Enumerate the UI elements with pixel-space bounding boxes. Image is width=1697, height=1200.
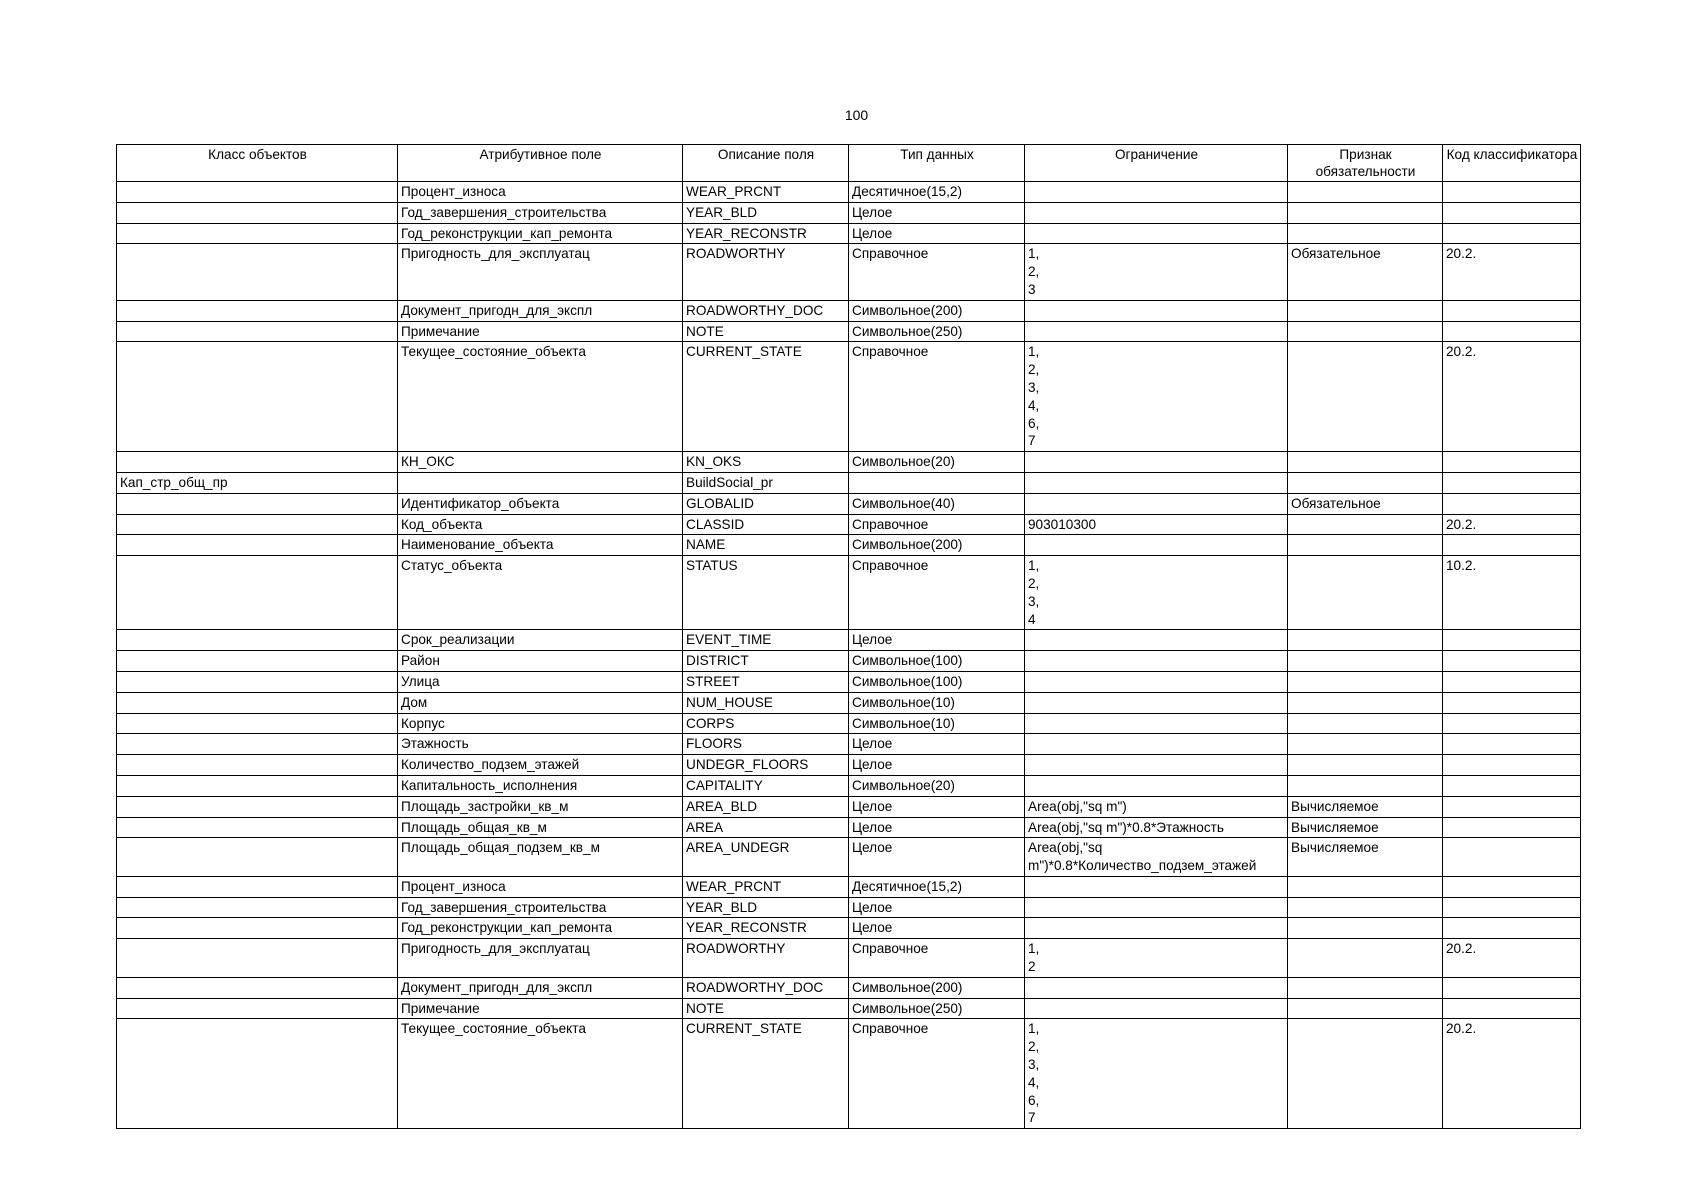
cell-attribute-field: Примечание (398, 321, 683, 342)
cell-mandatory-flag (1288, 202, 1443, 223)
cell-attribute-field: Район (398, 651, 683, 672)
cell-restriction: 1, 2, 3, 4 (1025, 556, 1288, 630)
cell-data-type: Целое (849, 796, 1025, 817)
cell-field-description: CAPITALITY (683, 775, 849, 796)
cell-restriction (1025, 713, 1288, 734)
cell-mandatory-flag (1288, 1019, 1443, 1129)
table-row (117, 244, 1581, 300)
table-row (117, 876, 1581, 897)
cell-data-type: Символьное(10) (849, 713, 1025, 734)
cell-attribute-field: Год_реконструкции_кап_ремонта (398, 223, 683, 244)
cell-object-class (117, 452, 398, 473)
cell-mandatory-flag: Вычисляемое (1288, 817, 1443, 838)
cell-object-class (117, 630, 398, 651)
cell-classifier-code (1443, 493, 1581, 514)
cell-restriction (1025, 535, 1288, 556)
cell-mandatory-flag (1288, 630, 1443, 651)
cell-field-description: CORPS (683, 713, 849, 734)
cell-classifier-code: 20.2. (1443, 514, 1581, 535)
cell-mandatory-flag (1288, 977, 1443, 998)
cell-mandatory-flag (1288, 998, 1443, 1019)
table-row (117, 734, 1581, 755)
cell-attribute-field: Корпус (398, 713, 683, 734)
cell-data-type: Справочное (849, 1019, 1025, 1129)
cell-object-class (117, 734, 398, 755)
cell-object-class (117, 493, 398, 514)
cell-restriction (1025, 998, 1288, 1019)
cell-restriction: 1, 2 (1025, 939, 1288, 978)
cell-classifier-code (1443, 918, 1581, 939)
cell-classifier-code: 10.2. (1443, 556, 1581, 630)
cell-mandatory-flag (1288, 755, 1443, 776)
cell-field-description: NAME (683, 535, 849, 556)
cell-attribute-field: Пригодность_для_эксплуатац (398, 244, 683, 300)
cell-attribute-field (398, 472, 683, 493)
cell-data-type: Целое (849, 223, 1025, 244)
cell-restriction: 1, 2, 3, 4, 6, 7 (1025, 1019, 1288, 1129)
cell-object-class (117, 514, 398, 535)
cell-mandatory-flag (1288, 535, 1443, 556)
cell-attribute-field: Год_завершения_строительства (398, 202, 683, 223)
cell-attribute-field: Площадь_общая_подзем_кв_м (398, 838, 683, 877)
table-header-row (117, 145, 1581, 182)
cell-mandatory-flag (1288, 514, 1443, 535)
cell-data-type: Целое (849, 918, 1025, 939)
cell-attribute-field: Текущее_состояние_объекта (398, 1019, 683, 1129)
cell-attribute-field: Код_объекта (398, 514, 683, 535)
cell-field-description: YEAR_BLD (683, 897, 849, 918)
cell-mandatory-flag (1288, 918, 1443, 939)
cell-restriction (1025, 472, 1288, 493)
cell-restriction (1025, 897, 1288, 918)
cell-object-class (117, 202, 398, 223)
cell-field-description: EVENT_TIME (683, 630, 849, 651)
cell-data-type: Целое (849, 202, 1025, 223)
table-row (117, 535, 1581, 556)
cell-field-description: BuildSocial_pr (683, 472, 849, 493)
table-row (117, 775, 1581, 796)
cell-mandatory-flag: Вычисляемое (1288, 796, 1443, 817)
cell-field-description: NOTE (683, 321, 849, 342)
column-header-restriction: Ограничение (1025, 145, 1288, 182)
cell-classifier-code (1443, 472, 1581, 493)
cell-data-type: Десятичное(15,2) (849, 876, 1025, 897)
cell-data-type: Целое (849, 897, 1025, 918)
cell-data-type: Справочное (849, 342, 1025, 452)
cell-restriction: 903010300 (1025, 514, 1288, 535)
cell-data-type: Целое (849, 838, 1025, 877)
cell-field-description: YEAR_RECONSTR (683, 223, 849, 244)
cell-data-type: Символьное(250) (849, 998, 1025, 1019)
cell-data-type: Символьное(250) (849, 321, 1025, 342)
cell-data-type: Символьное(10) (849, 692, 1025, 713)
cell-attribute-field: Пригодность_для_эксплуатац (398, 939, 683, 978)
cell-restriction (1025, 977, 1288, 998)
cell-restriction (1025, 493, 1288, 514)
cell-classifier-code: 20.2. (1443, 342, 1581, 452)
cell-mandatory-flag (1288, 939, 1443, 978)
cell-attribute-field: Идентификатор_объекта (398, 493, 683, 514)
table-row (117, 223, 1581, 244)
cell-classifier-code (1443, 713, 1581, 734)
attribute-table (116, 144, 1581, 1129)
cell-object-class (117, 918, 398, 939)
table-row (117, 300, 1581, 321)
cell-field-description: WEAR_PRCNT (683, 876, 849, 897)
cell-mandatory-flag: Обязательное (1288, 493, 1443, 514)
cell-attribute-field: Статус_объекта (398, 556, 683, 630)
cell-field-description: UNDEGR_FLOORS (683, 755, 849, 776)
cell-classifier-code: 20.2. (1443, 244, 1581, 300)
cell-attribute-field: Капитальность_исполнения (398, 775, 683, 796)
cell-restriction: 1, 2, 3 (1025, 244, 1288, 300)
cell-object-class (117, 651, 398, 672)
table-row (117, 838, 1581, 877)
cell-data-type: Целое (849, 817, 1025, 838)
cell-field-description: AREA (683, 817, 849, 838)
cell-object-class (117, 671, 398, 692)
table-row (117, 202, 1581, 223)
cell-attribute-field: Год_реконструкции_кап_ремонта (398, 918, 683, 939)
cell-attribute-field: КН_ОКС (398, 452, 683, 473)
table-row (117, 755, 1581, 776)
cell-object-class (117, 713, 398, 734)
table-row (117, 897, 1581, 918)
cell-restriction: 1, 2, 3, 4, 6, 7 (1025, 342, 1288, 452)
table-row (117, 630, 1581, 651)
table-row (117, 796, 1581, 817)
cell-mandatory-flag (1288, 734, 1443, 755)
table-row (117, 651, 1581, 672)
cell-restriction (1025, 918, 1288, 939)
table-row (117, 1019, 1581, 1129)
cell-field-description: STATUS (683, 556, 849, 630)
cell-attribute-field: Срок_реализации (398, 630, 683, 651)
table-row (117, 817, 1581, 838)
cell-data-type: Символьное(100) (849, 671, 1025, 692)
cell-field-description: GLOBALID (683, 493, 849, 514)
table-row (117, 998, 1581, 1019)
cell-object-class (117, 244, 398, 300)
table-row (117, 918, 1581, 939)
cell-classifier-code: 20.2. (1443, 1019, 1581, 1129)
cell-classifier-code (1443, 300, 1581, 321)
table-row (117, 671, 1581, 692)
cell-mandatory-flag (1288, 876, 1443, 897)
table-row (117, 556, 1581, 630)
cell-field-description: AREA_BLD (683, 796, 849, 817)
cell-restriction (1025, 775, 1288, 796)
cell-data-type: Целое (849, 630, 1025, 651)
column-header-classifier-code: Код классификатора (1443, 145, 1581, 182)
cell-restriction (1025, 651, 1288, 672)
cell-restriction (1025, 223, 1288, 244)
column-header-attribute-field: Атрибутивное поле (398, 145, 683, 182)
cell-data-type: Символьное(200) (849, 535, 1025, 556)
cell-classifier-code (1443, 838, 1581, 877)
cell-mandatory-flag (1288, 897, 1443, 918)
cell-field-description: CURRENT_STATE (683, 1019, 849, 1129)
cell-field-description: YEAR_BLD (683, 202, 849, 223)
cell-restriction (1025, 630, 1288, 651)
cell-mandatory-flag (1288, 182, 1443, 203)
cell-mandatory-flag (1288, 300, 1443, 321)
cell-object-class (117, 998, 398, 1019)
cell-restriction (1025, 671, 1288, 692)
cell-attribute-field: Процент_износа (398, 182, 683, 203)
cell-field-description: NUM_HOUSE (683, 692, 849, 713)
cell-object-class (117, 223, 398, 244)
cell-object-class (117, 321, 398, 342)
cell-field-description: NOTE (683, 998, 849, 1019)
cell-restriction (1025, 876, 1288, 897)
cell-attribute-field: Площадь_общая_кв_м (398, 817, 683, 838)
cell-classifier-code (1443, 977, 1581, 998)
cell-data-type: Целое (849, 755, 1025, 776)
table-row (117, 182, 1581, 203)
cell-mandatory-flag (1288, 321, 1443, 342)
cell-data-type: Символьное(20) (849, 775, 1025, 796)
cell-mandatory-flag (1288, 472, 1443, 493)
cell-data-type (849, 472, 1025, 493)
cell-classifier-code: 20.2. (1443, 939, 1581, 978)
table-row (117, 692, 1581, 713)
column-header-field-description: Описание поля (683, 145, 849, 182)
cell-attribute-field: Примечание (398, 998, 683, 1019)
cell-field-description: CURRENT_STATE (683, 342, 849, 452)
cell-restriction (1025, 182, 1288, 203)
cell-restriction (1025, 321, 1288, 342)
cell-field-description: CLASSID (683, 514, 849, 535)
cell-data-type: Символьное(200) (849, 977, 1025, 998)
cell-object-class (117, 817, 398, 838)
cell-classifier-code (1443, 876, 1581, 897)
cell-classifier-code (1443, 734, 1581, 755)
column-header-mandatory-flag: Признак обязательности (1288, 145, 1443, 182)
cell-object-class (117, 692, 398, 713)
cell-mandatory-flag (1288, 692, 1443, 713)
cell-classifier-code (1443, 998, 1581, 1019)
cell-attribute-field: Этажность (398, 734, 683, 755)
cell-object-class (117, 876, 398, 897)
table-body (117, 182, 1581, 1129)
cell-classifier-code (1443, 630, 1581, 651)
cell-object-class (117, 342, 398, 452)
cell-object-class (117, 300, 398, 321)
cell-data-type: Символьное(100) (849, 651, 1025, 672)
cell-attribute-field: Документ_пригодн_для_экспл (398, 300, 683, 321)
cell-attribute-field: Площадь_застройки_кв_м (398, 796, 683, 817)
cell-classifier-code (1443, 796, 1581, 817)
cell-object-class (117, 182, 398, 203)
cell-classifier-code (1443, 817, 1581, 838)
cell-restriction (1025, 452, 1288, 473)
cell-attribute-field: Документ_пригодн_для_экспл (398, 977, 683, 998)
cell-data-type: Справочное (849, 939, 1025, 978)
cell-object-class (117, 1019, 398, 1129)
cell-field-description: AREA_UNDEGR (683, 838, 849, 877)
cell-field-description: STREET (683, 671, 849, 692)
cell-attribute-field: Улица (398, 671, 683, 692)
cell-mandatory-flag: Вычисляемое (1288, 838, 1443, 877)
cell-data-type: Справочное (849, 556, 1025, 630)
cell-mandatory-flag (1288, 223, 1443, 244)
cell-object-class: Кап_стр_общ_пр (117, 472, 398, 493)
cell-data-type: Целое (849, 734, 1025, 755)
cell-attribute-field: Процент_износа (398, 876, 683, 897)
cell-field-description: YEAR_RECONSTR (683, 918, 849, 939)
cell-classifier-code (1443, 651, 1581, 672)
cell-mandatory-flag (1288, 452, 1443, 473)
cell-object-class (117, 939, 398, 978)
cell-attribute-field: Дом (398, 692, 683, 713)
cell-restriction (1025, 300, 1288, 321)
cell-mandatory-flag (1288, 651, 1443, 672)
cell-classifier-code (1443, 671, 1581, 692)
table-row (117, 493, 1581, 514)
cell-data-type: Десятичное(15,2) (849, 182, 1025, 203)
cell-classifier-code (1443, 535, 1581, 556)
cell-classifier-code (1443, 692, 1581, 713)
cell-classifier-code (1443, 202, 1581, 223)
cell-classifier-code (1443, 452, 1581, 473)
cell-mandatory-flag (1288, 671, 1443, 692)
cell-mandatory-flag (1288, 556, 1443, 630)
cell-classifier-code (1443, 775, 1581, 796)
cell-attribute-field: Текущее_состояние_объекта (398, 342, 683, 452)
table-row (117, 939, 1581, 978)
cell-mandatory-flag: Обязательное (1288, 244, 1443, 300)
cell-object-class (117, 775, 398, 796)
page-number: 100 (844, 107, 869, 123)
cell-object-class (117, 897, 398, 918)
cell-data-type: Символьное(200) (849, 300, 1025, 321)
cell-restriction: Area(obj,"sq m") (1025, 796, 1288, 817)
cell-field-description: ROADWORTHY (683, 939, 849, 978)
table-row (117, 977, 1581, 998)
table-row (117, 514, 1581, 535)
table-row (117, 713, 1581, 734)
cell-object-class (117, 977, 398, 998)
table-row (117, 321, 1581, 342)
cell-mandatory-flag (1288, 342, 1443, 452)
cell-restriction: Area(obj,"sq m")*0.8*Этажность (1025, 817, 1288, 838)
cell-classifier-code (1443, 755, 1581, 776)
cell-object-class (117, 556, 398, 630)
cell-attribute-field: Количество_подзем_этажей (398, 755, 683, 776)
cell-mandatory-flag (1288, 713, 1443, 734)
cell-classifier-code (1443, 321, 1581, 342)
cell-field-description: FLOORS (683, 734, 849, 755)
cell-classifier-code (1443, 897, 1581, 918)
cell-restriction (1025, 734, 1288, 755)
cell-field-description: DISTRICT (683, 651, 849, 672)
cell-object-class (117, 535, 398, 556)
cell-field-description: ROADWORTHY_DOC (683, 977, 849, 998)
cell-object-class (117, 796, 398, 817)
cell-attribute-field: Год_завершения_строительства (398, 897, 683, 918)
cell-data-type: Символьное(40) (849, 493, 1025, 514)
cell-object-class (117, 755, 398, 776)
cell-field-description: ROADWORTHY (683, 244, 849, 300)
cell-field-description: WEAR_PRCNT (683, 182, 849, 203)
cell-classifier-code (1443, 223, 1581, 244)
cell-mandatory-flag (1288, 775, 1443, 796)
cell-data-type: Справочное (849, 514, 1025, 535)
cell-classifier-code (1443, 182, 1581, 203)
cell-attribute-field: Наименование_объекта (398, 535, 683, 556)
cell-field-description: KN_OKS (683, 452, 849, 473)
column-header-object-class: Класс объектов (117, 145, 398, 182)
cell-data-type: Символьное(20) (849, 452, 1025, 473)
cell-object-class (117, 838, 398, 877)
table-row (117, 472, 1581, 493)
cell-restriction (1025, 202, 1288, 223)
cell-restriction: Area(obj,"sq m")*0.8*Количество_подзем_этажей (1025, 838, 1288, 877)
table-row (117, 452, 1581, 473)
cell-data-type: Справочное (849, 244, 1025, 300)
cell-restriction (1025, 692, 1288, 713)
column-header-data-type: Тип данных (849, 145, 1025, 182)
cell-restriction (1025, 755, 1288, 776)
cell-field-description: ROADWORTHY_DOC (683, 300, 849, 321)
table-row (117, 342, 1581, 452)
